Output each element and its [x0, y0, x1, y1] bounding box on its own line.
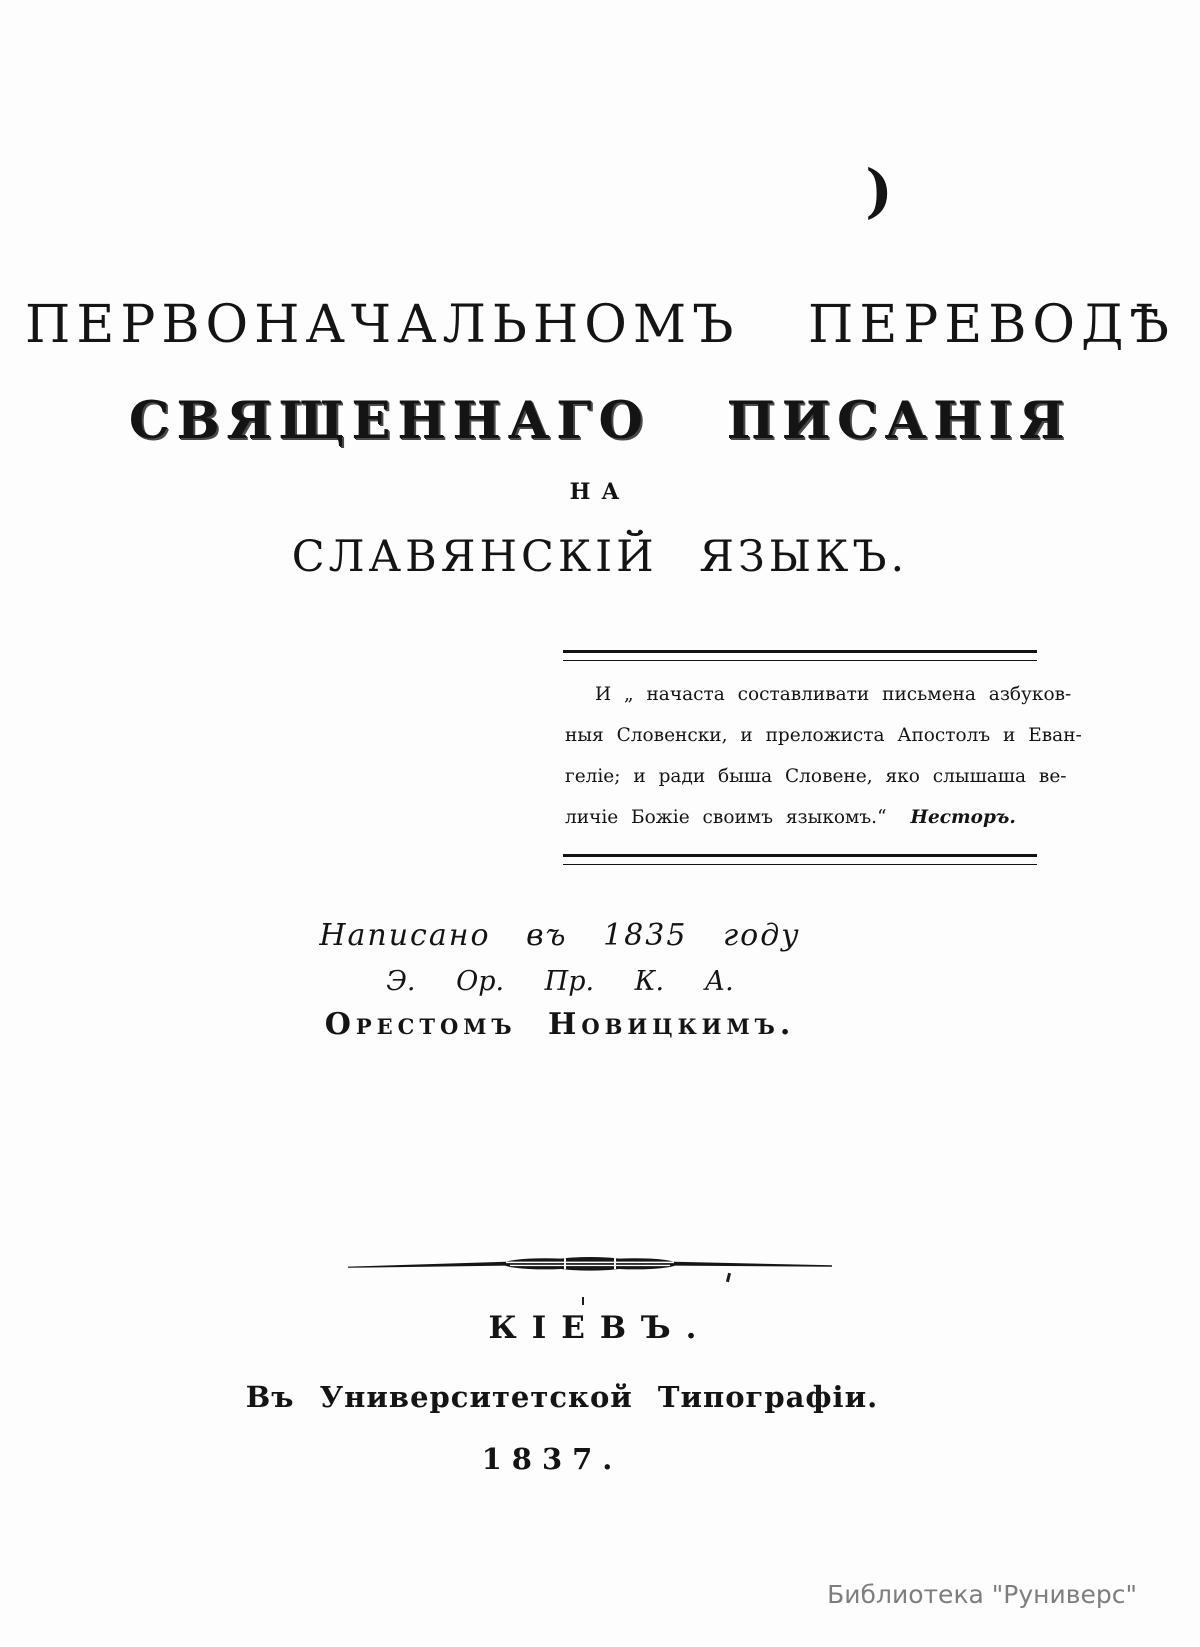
title-line-4: СЛАВЯНСКІЙ ЯЗЫКЪ.: [291, 532, 909, 582]
epigraph-line-text: личіе Божіе своимъ языкомъ.“: [565, 807, 887, 828]
divider-ornament: [348, 1252, 832, 1278]
title-line-1: ПЕРВОНАЧАЛЬНОМЪ ПЕРЕВОДѢ: [25, 295, 1175, 355]
epigraph-top-rule: [563, 650, 1037, 661]
imprint-city: КІЕВЪ.: [488, 1310, 712, 1346]
epigraph-line: И „ начаста составливати письмена азбуков-: [595, 684, 1072, 705]
epigraph-bottom-rule: [563, 854, 1037, 865]
imprint-year: 1837.: [481, 1442, 623, 1476]
epigraph-line: [565, 797, 1035, 838]
epigraph-text: [563, 661, 1082, 854]
epigraph-line: геліе; и ради быша Словене, яко слышаша ве-: [565, 766, 1067, 787]
title-line-2-ornate: СВЯЩЕННАГО ПИСАНІЯ: [128, 391, 1072, 451]
written-in-line: Написано въ 1835 году: [319, 918, 801, 953]
library-watermark: Библиотека "Руниверс": [827, 1580, 1137, 1609]
epigraph-attribution: Несторъ.: [910, 807, 1016, 828]
authorship-block: [0, 918, 1120, 1042]
epigraph-block: [563, 650, 1082, 865]
author-name-line: Орестомъ Новицкимъ.: [324, 1007, 796, 1042]
ink-speck: [582, 1297, 584, 1305]
credentials-line: Э. Ор. Пр. К. А.: [386, 966, 734, 997]
epigraph-line: ныя Словенски, и преложиста Апостолъ и Еван-: [565, 725, 1082, 746]
imprint-publisher: Въ Университетской Типографіи.: [245, 1380, 879, 1414]
title-line-3: НА: [569, 479, 631, 505]
partial-letter-O: ): [865, 157, 893, 225]
